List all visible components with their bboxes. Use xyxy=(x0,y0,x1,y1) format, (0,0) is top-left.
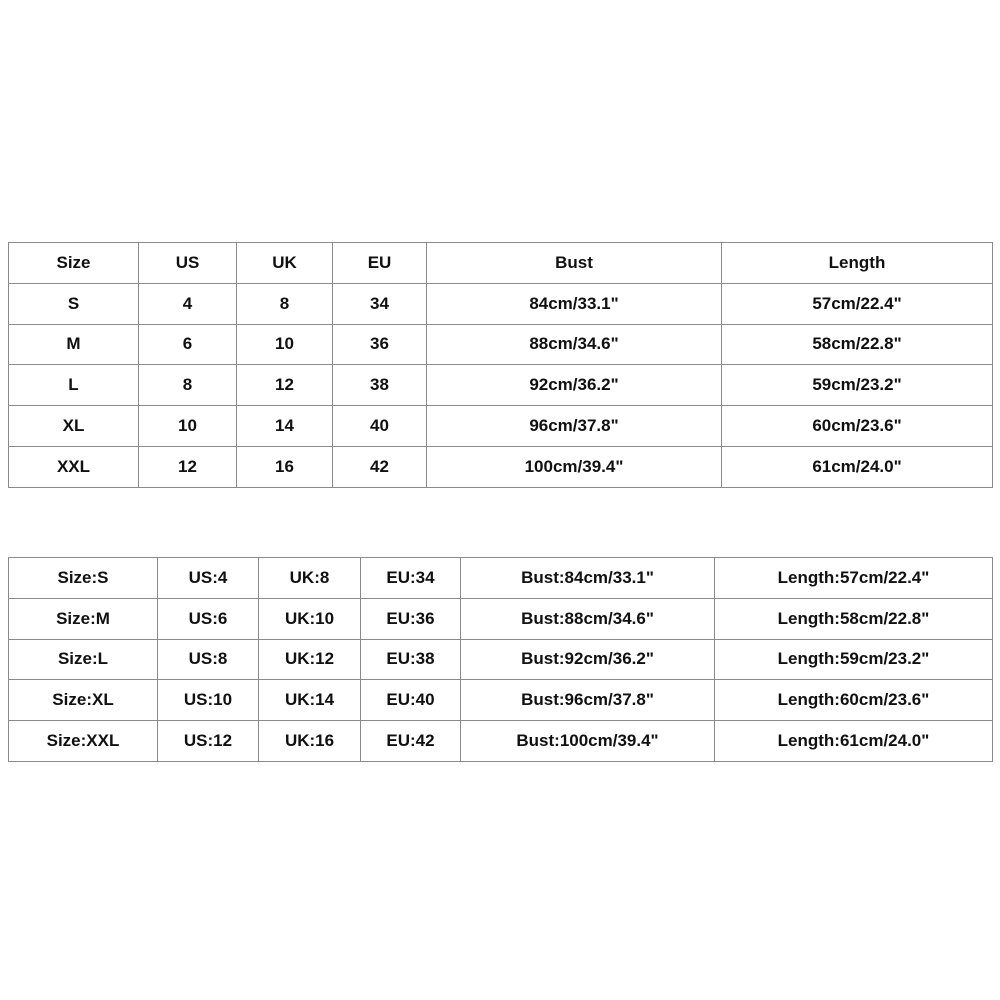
cell-eu: EU:34 xyxy=(361,558,461,599)
header-cell-eu: EU xyxy=(333,243,427,284)
table-row xyxy=(9,721,993,762)
table-row xyxy=(9,558,993,599)
cell-uk: 12 xyxy=(237,365,333,406)
header-cell-size: Size xyxy=(9,243,139,284)
cell-uk: UK:8 xyxy=(259,558,361,599)
cell-length: Length:59cm/23.2" xyxy=(715,639,993,680)
cell-length: 57cm/22.4" xyxy=(722,283,993,324)
table-row xyxy=(9,283,993,324)
cell-bust: Bust:92cm/36.2" xyxy=(461,639,715,680)
cell-eu: 36 xyxy=(333,324,427,365)
cell-size: L xyxy=(9,365,139,406)
cell-bust: 100cm/39.4" xyxy=(427,446,722,487)
cell-bust: 96cm/37.8" xyxy=(427,406,722,447)
cell-size: Size:XL xyxy=(9,680,158,721)
cell-size: S xyxy=(9,283,139,324)
cell-us: 10 xyxy=(139,406,237,447)
table-row xyxy=(9,406,993,447)
header-cell-us: US xyxy=(139,243,237,284)
cell-length: 58cm/22.8" xyxy=(722,324,993,365)
header-cell-length: Length xyxy=(722,243,993,284)
cell-size: Size:S xyxy=(9,558,158,599)
table-row xyxy=(9,446,993,487)
cell-uk: 10 xyxy=(237,324,333,365)
table-row xyxy=(9,598,993,639)
cell-uk: 16 xyxy=(237,446,333,487)
size-chart-labeled-table xyxy=(8,557,993,762)
cell-size: Size:M xyxy=(9,598,158,639)
table-row xyxy=(9,639,993,680)
cell-uk: 8 xyxy=(237,283,333,324)
cell-us: US:10 xyxy=(158,680,259,721)
cell-eu: 40 xyxy=(333,406,427,447)
header-cell-uk: UK xyxy=(237,243,333,284)
table-row xyxy=(9,324,993,365)
cell-length: 61cm/24.0" xyxy=(722,446,993,487)
cell-us: 12 xyxy=(139,446,237,487)
size-chart-table xyxy=(8,242,993,488)
cell-eu: EU:40 xyxy=(361,680,461,721)
cell-eu: EU:42 xyxy=(361,721,461,762)
cell-uk: UK:16 xyxy=(259,721,361,762)
cell-us: US:12 xyxy=(158,721,259,762)
cell-uk: UK:14 xyxy=(259,680,361,721)
cell-us: US:4 xyxy=(158,558,259,599)
cell-size: Size:XXL xyxy=(9,721,158,762)
table-row xyxy=(9,365,993,406)
cell-length: 59cm/23.2" xyxy=(722,365,993,406)
cell-bust: 92cm/36.2" xyxy=(427,365,722,406)
cell-us: 6 xyxy=(139,324,237,365)
cell-bust: Bust:96cm/37.8" xyxy=(461,680,715,721)
cell-eu: EU:38 xyxy=(361,639,461,680)
cell-uk: UK:10 xyxy=(259,598,361,639)
cell-bust: Bust:100cm/39.4" xyxy=(461,721,715,762)
table-row xyxy=(9,680,993,721)
header-cell-bust: Bust xyxy=(427,243,722,284)
cell-length: Length:60cm/23.6" xyxy=(715,680,993,721)
cell-eu: 34 xyxy=(333,283,427,324)
cell-bust: 88cm/34.6" xyxy=(427,324,722,365)
cell-eu: 42 xyxy=(333,446,427,487)
table-header-row xyxy=(9,243,993,284)
cell-uk: 14 xyxy=(237,406,333,447)
cell-bust: Bust:88cm/34.6" xyxy=(461,598,715,639)
cell-length: 60cm/23.6" xyxy=(722,406,993,447)
cell-us: US:8 xyxy=(158,639,259,680)
cell-size: Size:L xyxy=(9,639,158,680)
cell-eu: EU:36 xyxy=(361,598,461,639)
cell-size: XL xyxy=(9,406,139,447)
cell-eu: 38 xyxy=(333,365,427,406)
cell-bust: 84cm/33.1" xyxy=(427,283,722,324)
cell-bust: Bust:84cm/33.1" xyxy=(461,558,715,599)
cell-us: US:6 xyxy=(158,598,259,639)
cell-us: 4 xyxy=(139,283,237,324)
cell-length: Length:58cm/22.8" xyxy=(715,598,993,639)
cell-us: 8 xyxy=(139,365,237,406)
cell-size: M xyxy=(9,324,139,365)
cell-length: Length:57cm/22.4" xyxy=(715,558,993,599)
cell-uk: UK:12 xyxy=(259,639,361,680)
cell-length: Length:61cm/24.0" xyxy=(715,721,993,762)
cell-size: XXL xyxy=(9,446,139,487)
